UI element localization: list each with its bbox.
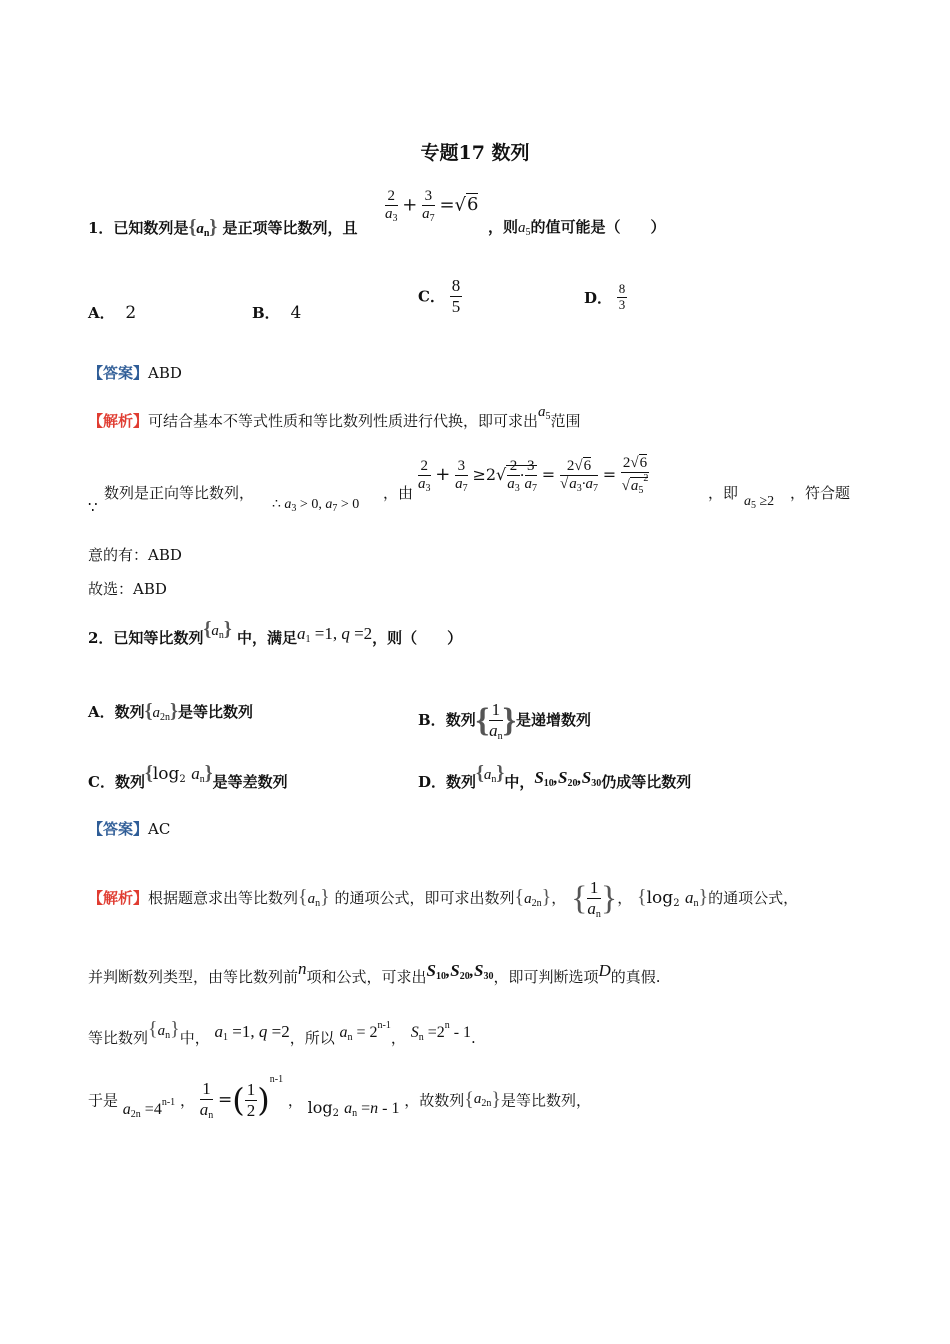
q1-answer: 【答案】ABD xyxy=(88,364,182,382)
q2-option-b[interactable]: B．数列{ $\frac{1}{a_n}$ }是递增数列 xyxy=(418,700,592,742)
q1-line4: 故选：ABD xyxy=(88,580,167,598)
q2-stem: 2．已知等比数列$\{a_n\}$ 中，满足$a_1 =1$, q =2，则（ ） xyxy=(88,618,463,647)
q1-line2-b: ，由 xyxy=(383,484,414,502)
q1-line3: 意的有：ABD xyxy=(88,546,182,564)
q1-tail: ，则$a_5$的值可能是（ ） xyxy=(488,218,666,238)
q2-analysis-line2: 并判断数列类型，由等比数列前n项和公式，可求出$S_{10},S_{20},S_{30}$，即可判断选项D的真假. xyxy=(88,959,661,986)
q2-answer: 【答案】AC xyxy=(88,820,171,838)
q1-option-c[interactable]: C． $\frac{8}{5}$ xyxy=(418,276,461,316)
q1-positivity-formula: ∴ $a_3 > 0$, $a_7 > 0$ xyxy=(272,497,360,514)
q2-option-d[interactable]: D．数列$\{a_n\}$中，$S_{10},S_{20},S_{30}$仍成等比数列 xyxy=(418,762,692,791)
q2-option-c[interactable]: C．数列{$\log_2$ $a_n$}是等差数列 xyxy=(88,762,288,791)
q1-option-d[interactable]: D． $\frac{8}{3}$ xyxy=(584,281,626,312)
q1-inequality-formula: $\frac{2}{a_3}$ + $\frac{3}{a_7}$ ≥2√ $\frac{2}{a_3}$ · $\frac{3}{a_7}$ = $\frac{2√6}{√a_3\cdot a_7}$ = $\frac{2√6}{√a_5^2}$ xyxy=(418,455,649,497)
q1-line2-c: ，即 xyxy=(708,484,739,502)
q2-analysis-line3: 等比数列$\{a_n\}$中， $a_1 =1$, q =2，所以 $a_n = 2^{n-1}$， $S_n =2^n - 1$. xyxy=(88,1018,476,1047)
q1-option-b[interactable]: B． 4 xyxy=(252,303,302,323)
q1-mid: 是正项等比数列，且 xyxy=(222,219,358,237)
q1-analysis: 【解析】可结合基本不等式性质和等比数列性质进行代换，即可求出$a_5$范围 xyxy=(88,404,581,430)
q1-option-a[interactable]: A． 2 xyxy=(88,303,137,323)
q2-option-a[interactable]: A．数列$\{a_{2n}\}$是等比数列 xyxy=(88,700,253,723)
q2-analysis-line1: 【解析】根据题意求出等比数列$\{a_n\}$ 的通项公式，即可求出数列$\{a_{2n}\}$， { $\frac{1}{a_n}$ }， {$\log_2$ $a_n$}的通项公式， xyxy=(88,878,799,920)
page-title: 专题17 数列 xyxy=(420,142,530,164)
q1-label: 1．已知数列是 xyxy=(88,219,189,237)
q1-line2-a: 数列是正向等比数列， xyxy=(104,484,255,502)
q1-line2-d: ，符合题 xyxy=(790,484,851,502)
q1-condition-formula: $\frac{2}{a_3}$ + $\frac{3}{a_7}$ =√6 xyxy=(385,188,479,225)
q1-stem: 1．已知数列是$\{a_n\}$ 是正项等比数列，且 xyxy=(88,216,358,239)
q2-analysis-line4: 于是 $a_{2n} =4^{n-1}$ ， $\frac{1}{a_n}$ =( $\frac{1}{2}$ )$^{n-1}$ ， $\log_2 a_n =n - 1$ ，故数列$\{a_{2n}\}$是等比数列， xyxy=(88,1074,592,1121)
because-symbol: ∵ xyxy=(88,498,98,516)
q1-result-formula: $a_5 \ge 2$ xyxy=(744,494,775,511)
